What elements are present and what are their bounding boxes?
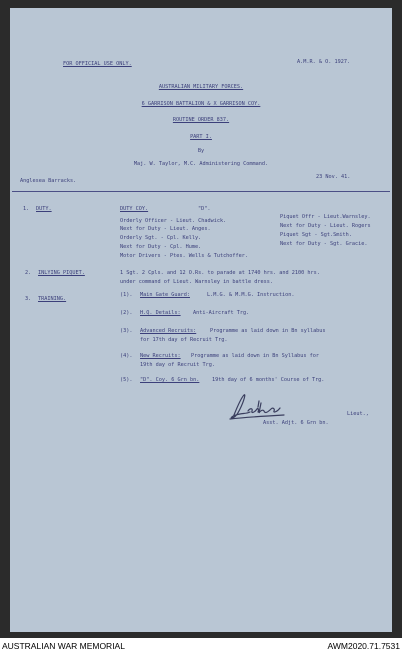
duty-left-line: Motor Drivers - Ptes. Wells & Tutchoffer. — [120, 253, 249, 259]
section-2-title: INLYING PIQUET. — [38, 270, 85, 276]
signatory-title: Asst. Adjt. 6 Grn bn. — [263, 420, 329, 426]
training-item-text: Programme as laid down in Bn Syllabus for — [191, 353, 320, 359]
document-page — [10, 8, 392, 632]
section-1-number: 1. — [23, 206, 30, 212]
training-item-text: 19th day of 6 months' Course of Trg. — [212, 377, 325, 383]
training-item-text: for 17th day of Recruit Trg. — [140, 337, 228, 343]
training-item-text: 19th day of Recruit Trg. — [140, 362, 215, 368]
institution-name: AUSTRALIAN WAR MEMORIAL — [2, 641, 125, 651]
training-item-number: (1). — [120, 292, 133, 298]
training-item-heading: H.Q. Details: — [140, 310, 181, 316]
header-rule — [12, 191, 390, 192]
duty-left-line: Orderly Officer - Lieut. Chadwick. — [120, 218, 227, 224]
archive-footer — [0, 638, 402, 653]
training-item-text: L.M.G. & M.M.G. Instruction. — [207, 292, 295, 298]
forces-heading: AUSTRALIAN MILITARY FORCES. — [158, 84, 244, 90]
duty-left-line: Next for Duty - Cpl. Hume. — [120, 244, 202, 250]
training-item-heading: Main Gate Guard: — [140, 292, 190, 298]
training-item-number: (4). — [120, 353, 133, 359]
duty-company-label: DUTY COY. — [120, 206, 149, 212]
piquet-line: 1 Sgt. 2 Cpls. and 12 O.Rs. to parade at 1740 hrs. and 2100 hrs. — [120, 270, 320, 276]
section-1-title: DUTY. — [36, 206, 52, 212]
training-item-heading: New Recruits: — [140, 353, 181, 359]
part-heading: PART I. — [190, 134, 212, 140]
section-3-number: 3. — [25, 296, 32, 302]
duty-right-line: Piquet Offr - Lieut.Warnsley. — [280, 214, 371, 220]
duty-right-line: Next for Duty - Sgt. Gracie. — [280, 241, 368, 247]
location: Anglesea Barracks. — [20, 178, 77, 184]
training-item-text: Programme as laid down in Bn syllabus — [210, 328, 326, 334]
duty-right-line: Piquet Sgt - Sgt.Smith. — [280, 232, 352, 238]
duty-left-line: Next for Duty - Lieut. Anges. — [120, 226, 211, 232]
unit-heading: 6 GARRISON BATTALION & X GARRISON COY. — [141, 101, 261, 107]
by-line: By — [197, 148, 205, 154]
section-3-title: TRAINING. — [38, 296, 67, 302]
commander-line: Maj. W. Taylor, M.C. Administering Command. — [133, 161, 269, 167]
form-reference: A.M.R. & O. 1927. — [297, 59, 351, 65]
training-item-heading: Advanced Recruits: — [140, 328, 197, 334]
duty-company-letter: "D". — [198, 206, 211, 212]
handwritten-signature — [228, 391, 286, 421]
training-item-text: Anti-Aircraft Trg. — [193, 310, 250, 316]
training-item-number: (5). — [120, 377, 133, 383]
training-item-heading: "D". Coy. 6 Grn bn. — [140, 377, 200, 383]
training-item-number: (3). — [120, 328, 133, 334]
section-2-number: 2. — [25, 270, 32, 276]
training-item-number: (2). — [120, 310, 133, 316]
accession-number: AWM2020.71.7531 — [327, 641, 400, 651]
piquet-line: under command of Lieut. Warnsley in battle dress. — [120, 279, 274, 285]
signatory-rank: Lieut., — [347, 411, 369, 417]
order-date: 23 Nov. 41. — [316, 174, 351, 180]
duty-left-line: Orderly Sgt. - Cpl. Kelly. — [120, 235, 202, 241]
restricted-marking: FOR OFFICIAL USE ONLY. — [63, 61, 132, 67]
order-number: ROUTINE ORDER 837. — [172, 117, 230, 123]
duty-right-line: Next for Duty - Lieut. Rogers — [280, 223, 371, 229]
